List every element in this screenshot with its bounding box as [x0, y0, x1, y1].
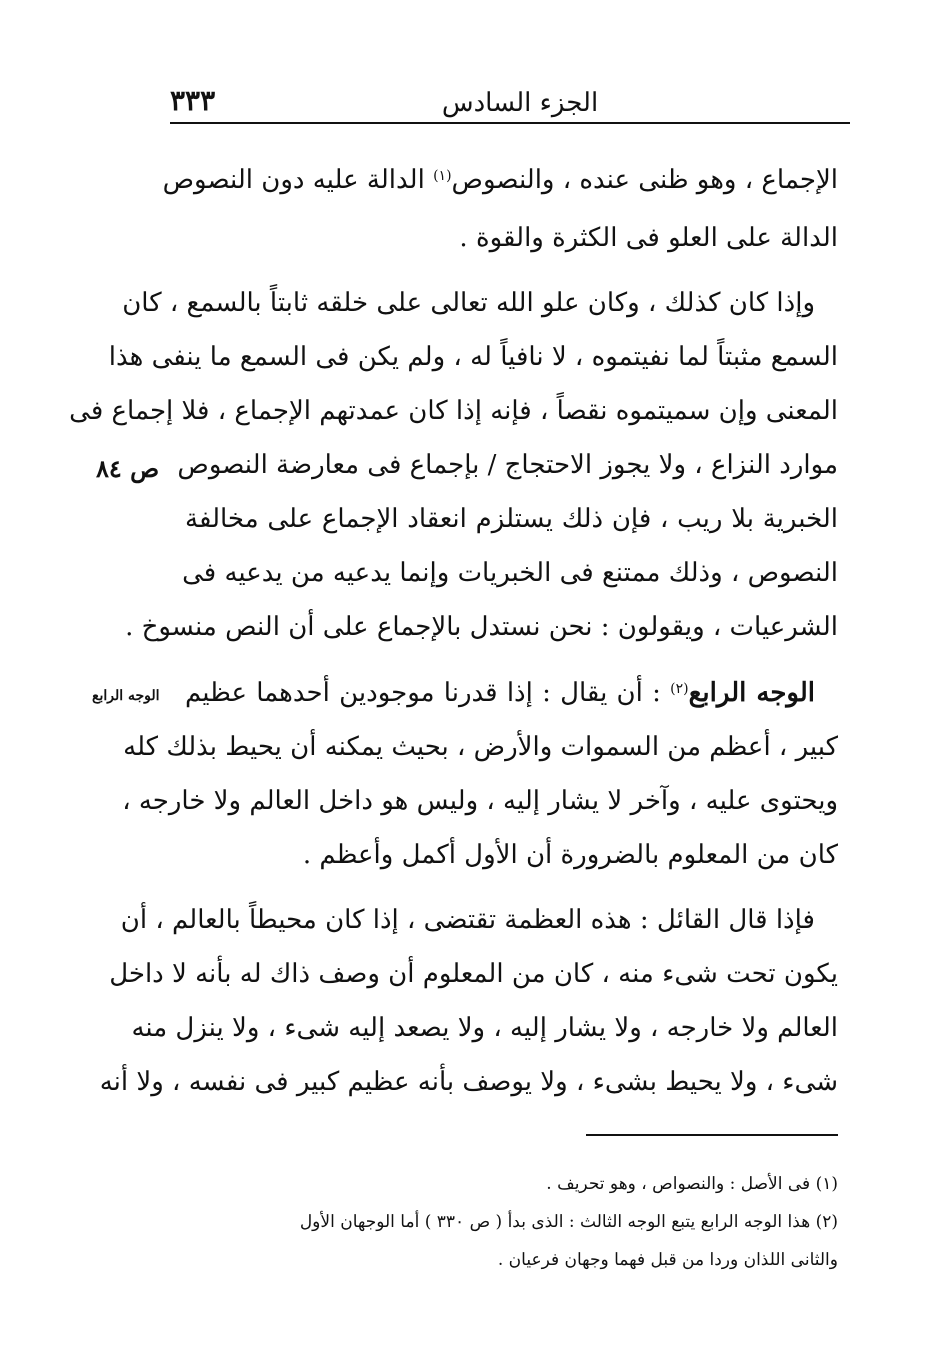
footnote: (١) فى الأصل : والنصواص ، وهو تحريف . — [546, 1174, 838, 1194]
footnote-divider — [586, 1134, 838, 1136]
text-line: كان من المعلوم بالضرورة أن الأول أكمل وأعظم . — [302, 840, 838, 870]
text-line: الشرعيات ، ويقولون : نحن نستدل بالإجماع على أن النص منسوخ . — [125, 612, 838, 642]
text-line — [185, 673, 815, 713]
text-fragment: الإجماع ، وهو ظنى عنده ، والنصوص — [451, 165, 838, 195]
text-line: الدالة على العلو فى الكثرة والقوة . — [459, 223, 838, 253]
text-line — [162, 160, 838, 200]
text-line: المعنى وإن سميتموه نقصاً ، فإنه إذا كان عمدتهم الإجماع ، فلا إجماع فى — [69, 396, 838, 426]
text-fragment: : أن يقال : إذا قدرنا موجودين أحدهما عظيم — [185, 678, 671, 708]
text-line: فإذا قال القائل : هذه العظمة تقتضى ، إذا كان محيطاً بالعالم ، أن — [120, 905, 815, 935]
section-heading: الوجه الرابع — [688, 678, 815, 708]
text-line: وإذا كان كذلك ، وكان علو الله تعالى على خلقه ثابتاً بالسمع ، كان — [122, 288, 815, 318]
margin-page-reference: ص ٨٤ — [96, 454, 160, 483]
footnote: والثانى اللذان وردا من قبل فهما وجهان فرعيان . — [497, 1250, 838, 1270]
text-line: النصوص ، وذلك ممتنع فى الخبريات وإنما يدعيه من يدعيه فى — [182, 558, 838, 588]
text-line: موارد النزاع ، ولا يجوز الاحتجاج / بإجماع فى معارضة النصوص — [177, 450, 838, 480]
text-line: ويحتوى عليه ، وآخر لا يشار إليه ، وليس هو داخل العالم ولا خارجه ، — [122, 786, 838, 816]
running-title: الجزء السادس — [441, 88, 599, 118]
footnote: (٢) هذا الوجه الرابع يتبع الوجه الثالث : الذى بدأ ( ص ٣٣٠ ) أما الوجهان الأول — [299, 1212, 838, 1232]
text-line: الخبرية بلا ريب ، فإن ذلك يستلزم انعقاد الإجماع على مخالفة — [185, 504, 838, 534]
text-line: شىء ، ولا يحيط بشىء ، ولا يوصف بأنه عظيم كبير فى نفسه ، ولا أنه — [99, 1067, 838, 1097]
text-line: كبير ، أعظم من السموات والأرض ، بحيث يمكنه أن يحيط بذلك كله — [123, 732, 838, 762]
margin-section-note: الوجه الرابع — [92, 688, 160, 704]
text-line: السمع مثبتاً لما نفيتموه ، لا نافياً له ، ولم يكن فى السمع ما ينفى هذا — [108, 342, 838, 372]
page-number: ٣٣٣ — [170, 84, 216, 117]
text-line: يكون تحت شىء منه ، كان من المعلوم أن وصف ذاك له بأنه لا داخل — [109, 959, 838, 989]
text-line: العالم ولا خارجه ، ولا يشار إليه ، ولا يصعد إليه شىء ، ولا ينزل منه — [131, 1013, 838, 1043]
footnote-marker: (١) — [433, 168, 452, 184]
header-divider — [170, 122, 850, 124]
footnote-marker: (٢) — [670, 681, 689, 697]
text-fragment: الدالة عليه دون النصوص — [162, 165, 434, 195]
